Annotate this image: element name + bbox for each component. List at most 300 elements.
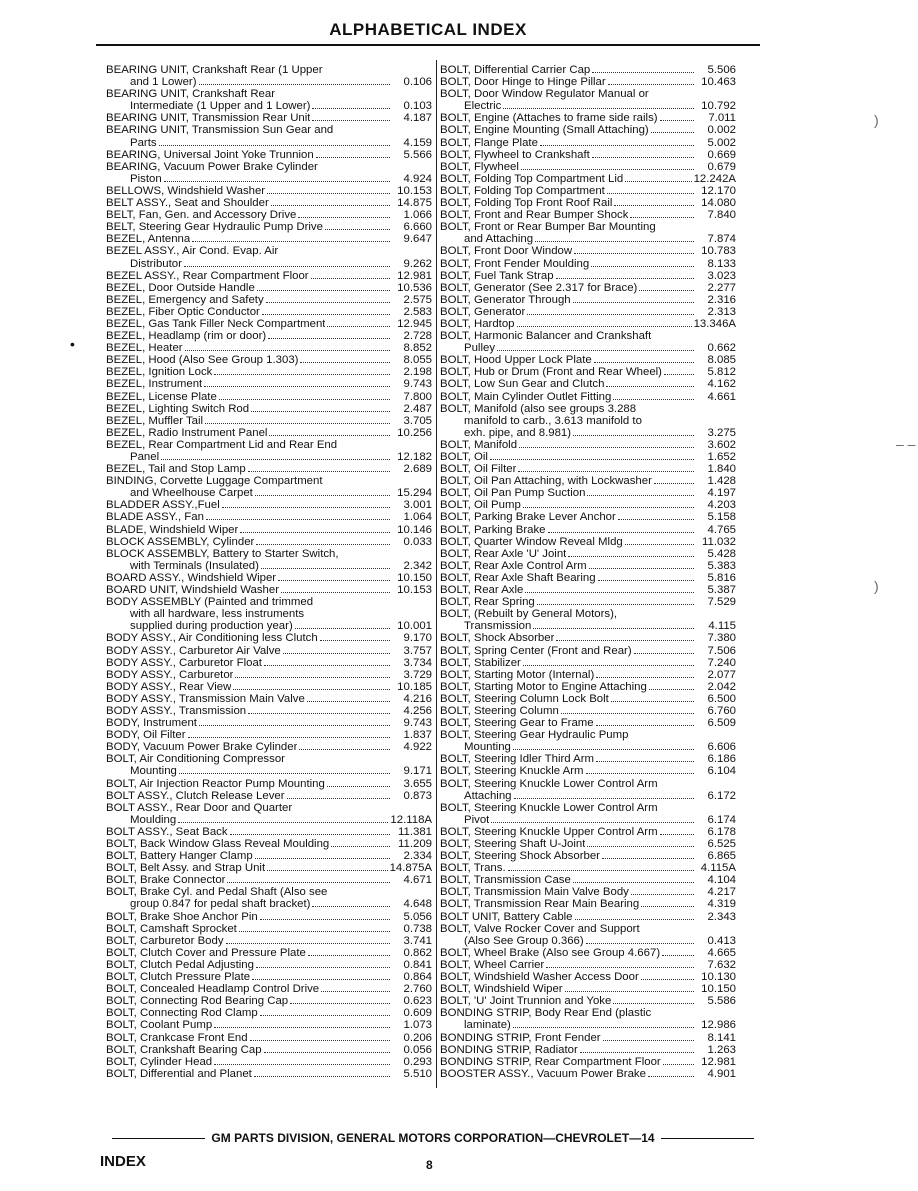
- index-entry: [440, 765, 736, 777]
- entry-line: [106, 947, 432, 959]
- group-number: 9.170: [403, 632, 432, 645]
- index-entry: [440, 657, 736, 669]
- entry-line: [440, 245, 736, 257]
- index-entry: [440, 318, 736, 330]
- index-entry: [440, 378, 736, 390]
- group-number: 4.648: [403, 898, 432, 911]
- entry-line: [440, 814, 736, 826]
- leader-dots: [298, 217, 390, 218]
- entry-line: [106, 753, 432, 765]
- group-number: 3.734: [403, 656, 432, 669]
- leader-dots: [602, 858, 694, 859]
- group-number: 6.172: [707, 789, 736, 802]
- leader-dots: [312, 108, 390, 109]
- entry-text: BOLT, Belt Assy. and Strap Unit: [106, 862, 266, 875]
- entry-text: BOOSTER ASSY., Vacuum Power Brake: [440, 1067, 646, 1080]
- group-number: 4.115A: [700, 862, 736, 875]
- leader-dots: [591, 266, 694, 267]
- index-entry: [106, 548, 432, 572]
- leader-dots: [527, 314, 694, 315]
- entry-text: BOLT, Steering Knuckle Arm: [440, 765, 584, 778]
- entry-text: BOLT, Connecting Rod Bearing Cap: [106, 995, 289, 1008]
- group-number: 3.741: [403, 934, 432, 947]
- group-number: 2.042: [707, 680, 736, 693]
- group-number: 5.510: [403, 1067, 432, 1080]
- leader-dots: [269, 435, 390, 436]
- entry-text: BOLT, Shock Absorber: [440, 632, 555, 645]
- leader-dots: [206, 519, 390, 520]
- leader-dots: [573, 882, 694, 883]
- entry-line: [106, 100, 432, 112]
- index-entry: [440, 294, 736, 306]
- index-entry: [106, 149, 432, 161]
- leader-dots: [308, 955, 390, 956]
- index-entry: [440, 1056, 736, 1068]
- leader-dots: [256, 967, 390, 968]
- leader-dots: [611, 701, 694, 702]
- group-number: 0.841: [403, 958, 432, 971]
- group-number: 12.118A: [390, 813, 432, 826]
- leader-dots: [654, 483, 694, 484]
- index-entry: [106, 112, 432, 124]
- leader-dots: [630, 217, 694, 218]
- group-number: 11.381: [398, 825, 432, 838]
- group-number: 14.080: [701, 197, 736, 210]
- index-entry: [440, 487, 736, 499]
- entry-text: BOARD UNIT, Windshield Washer: [106, 584, 280, 597]
- entry-line: [440, 572, 736, 584]
- index-entry: [440, 451, 736, 463]
- entry-line: [440, 306, 736, 318]
- index-entry: [106, 282, 432, 294]
- group-number: 4.256: [403, 704, 432, 717]
- entry-line: [106, 233, 432, 245]
- entry-line: [106, 306, 432, 318]
- leader-dots: [519, 447, 694, 448]
- entry-line: [106, 487, 432, 499]
- entry-text: group 0.847 for pedal shaft bracket): [130, 898, 311, 911]
- entry-text: BEZEL, Emergency and Safety: [106, 293, 264, 306]
- entry-line: [106, 282, 432, 294]
- leader-dots: [300, 362, 390, 363]
- leader-dots: [587, 846, 694, 847]
- leader-dots: [192, 241, 390, 242]
- index-entry: [106, 753, 432, 777]
- group-number: 1.840: [707, 463, 736, 476]
- leader-dots: [540, 145, 694, 146]
- entry-text: BOLT, Camshaft Sprocket: [106, 922, 237, 935]
- entry-line: [440, 1056, 736, 1068]
- entry-text: BOLT, Front or Rear Bumper Bar Mounting: [440, 221, 656, 234]
- leader-dots: [264, 665, 390, 666]
- leader-dots: [631, 894, 694, 895]
- entry-text: BOLT, Oil Pan Attaching, with Lockwasher: [440, 475, 652, 488]
- index-entry: [106, 88, 432, 112]
- entry-text: BOLT, Rear Axle Shaft Bearing: [440, 571, 596, 584]
- entry-line: [440, 1019, 736, 1031]
- entry-text: BEZEL, Radio Instrument Panel: [106, 426, 268, 439]
- entry-text: BEZEL, Headlamp (rim or door): [106, 330, 267, 343]
- entry-line: [106, 657, 432, 669]
- leader-dots: [266, 302, 390, 303]
- index-entry: [440, 669, 736, 681]
- group-number: 11.032: [702, 535, 736, 548]
- entry-line: [106, 1056, 432, 1068]
- page-title: ALPHABETICAL INDEX: [329, 20, 527, 39]
- index-entry: [106, 403, 432, 415]
- entry-line: [106, 669, 432, 681]
- entry-text: BOLT, Flywheel: [440, 160, 519, 173]
- entry-text: BEZEL, Ignition Lock: [106, 366, 213, 379]
- entry-text: Attaching: [464, 789, 512, 802]
- index-entry: [106, 935, 432, 947]
- leader-dots: [663, 1064, 694, 1065]
- entry-line: [440, 427, 736, 439]
- index-column-right: [440, 64, 736, 1080]
- group-number: 7.529: [707, 596, 736, 609]
- entry-line: [440, 536, 736, 548]
- leader-dots: [222, 507, 390, 508]
- group-number: 8.141: [707, 1031, 736, 1044]
- entry-line: [440, 935, 736, 947]
- entry-line: [106, 632, 432, 644]
- group-number: 2.760: [403, 983, 432, 996]
- entry-text: BOLT, Parking Brake: [440, 523, 546, 536]
- entry-text: BOLT, Steering Column: [440, 704, 559, 717]
- entry-line: [106, 729, 432, 741]
- entry-text: BOLT, Coolant Pump: [106, 1019, 213, 1032]
- leader-dots: [235, 677, 390, 678]
- group-number: 2.313: [707, 305, 736, 318]
- group-number: 6.104: [707, 765, 736, 778]
- leader-dots: [312, 906, 390, 907]
- leader-dots: [219, 399, 390, 400]
- leader-dots: [625, 181, 691, 182]
- index-entry: [106, 415, 432, 427]
- leader-dots: [589, 568, 694, 569]
- entry-line: [440, 548, 736, 560]
- entry-text: BOLT, Manifold (also see groups 3.288: [440, 402, 637, 415]
- entry-text: BOLT, Valve Rocker Cover and Support: [440, 922, 640, 935]
- leader-dots: [634, 653, 694, 654]
- entry-text: BOLT, Steering Column Lock Bolt: [440, 692, 609, 705]
- entry-text: BOLT, Flywheel to Crankshaft: [440, 148, 590, 161]
- group-number: 15.294: [397, 487, 432, 500]
- group-number: 4.104: [707, 874, 736, 887]
- entry-text: BOLT, Engine Mounting (Small Attaching): [440, 124, 649, 137]
- entry-line: [106, 161, 432, 173]
- entry-text: BEZEL ASSY., Rear Compartment Floor: [106, 269, 309, 282]
- index-entry: [440, 403, 736, 439]
- leader-dots: [513, 1027, 694, 1028]
- entry-line: [106, 318, 432, 330]
- leader-dots: [596, 725, 694, 726]
- index-entry: [440, 161, 736, 173]
- group-number: 5.387: [707, 584, 736, 597]
- index-entry: [440, 923, 736, 947]
- entry-line: [440, 451, 736, 463]
- entry-text: BOLT, Door Hinge to Hinge Pillar: [440, 76, 606, 89]
- leader-dots: [260, 1015, 390, 1016]
- index-entry: [106, 911, 432, 923]
- entry-text: BELT, Fan, Gen. and Accessory Drive: [106, 209, 297, 222]
- index-entry: [440, 995, 736, 1007]
- entry-text: BOLT, Back Window Glass Reveal Moulding: [106, 838, 330, 850]
- entry-line: [440, 1068, 736, 1080]
- index-entry: [106, 1044, 432, 1056]
- entry-text: BOLT, Front Door Window: [440, 245, 573, 258]
- entry-text: manifold to carb., 3.613 manifold to: [464, 414, 642, 427]
- group-number: 12.182: [397, 451, 432, 463]
- entry-line: [106, 1068, 432, 1080]
- entry-text: BODY ASSEMBLY (Painted and trimmed: [106, 596, 314, 609]
- entry-line: [440, 64, 736, 76]
- group-number: 0.103: [403, 100, 432, 113]
- entry-text: and Wheelhouse Carpet: [130, 487, 253, 500]
- index-entry: [106, 185, 432, 197]
- entry-text: BONDING STRIP, Body Rear End (plastic: [440, 1007, 652, 1020]
- entry-text: BEZEL, Rear Compartment Lid and Rear End: [106, 438, 338, 451]
- index-entry: [106, 439, 432, 463]
- entry-line: [440, 487, 736, 499]
- entry-line: [440, 221, 736, 233]
- entry-text: BEZEL, License Plate: [106, 390, 217, 403]
- group-number: 6.525: [707, 838, 736, 850]
- entry-text: BOLT, Connecting Rod Clamp: [106, 1007, 258, 1020]
- group-number: 6.660: [403, 221, 432, 234]
- index-entry: [106, 330, 432, 342]
- entry-text: BODY ASSY., Rear View: [106, 680, 232, 693]
- leader-dots: [256, 544, 390, 545]
- leader-dots: [497, 350, 694, 351]
- group-number: 1.263: [707, 1043, 736, 1056]
- leader-dots: [248, 471, 390, 472]
- entry-text: BOLT, Folding Top Compartment: [440, 184, 605, 197]
- index-entry: [440, 898, 736, 910]
- leader-dots: [613, 399, 694, 400]
- entry-text: BOLT, Windshield Wiper: [440, 983, 563, 996]
- group-number: 9.743: [403, 378, 432, 391]
- entry-text: BONDING STRIP, Rear Compartment Floor: [440, 1055, 661, 1068]
- entry-text: BOLT, Clutch Cover and Pressure Plate: [106, 946, 306, 959]
- entry-line: [440, 898, 736, 910]
- entry-line: [106, 511, 432, 523]
- entry-line: [106, 415, 432, 427]
- entry-text: BOLT, Steering Knuckle Lower Control Arm: [440, 801, 658, 814]
- entry-line: [106, 596, 432, 608]
- group-number: 4.924: [403, 172, 432, 185]
- entry-text: Distributor: [130, 257, 182, 270]
- index-entry: [440, 753, 736, 765]
- index-entry: [106, 874, 432, 886]
- index-entry: [106, 475, 432, 499]
- index-entry: [106, 983, 432, 995]
- entry-text: BONDING STRIP, Front Fender: [440, 1031, 601, 1044]
- entry-line: [106, 294, 432, 306]
- leader-dots: [281, 592, 390, 593]
- leader-dots: [608, 84, 694, 85]
- page-number: 8: [426, 1158, 433, 1172]
- entry-text: BOLT ASSY., Seat Back: [106, 825, 228, 838]
- leader-dots: [565, 991, 694, 992]
- group-number: 2.487: [403, 402, 432, 415]
- entry-text: BOLT, Concealed Headlamp Control Drive: [106, 983, 320, 996]
- group-number: 6.606: [707, 741, 736, 754]
- entry-line: [440, 838, 736, 850]
- leader-dots: [491, 822, 694, 823]
- leader-dots: [184, 266, 390, 267]
- leader-dots: [214, 1027, 390, 1028]
- entry-text: BOLT, Hood Upper Lock Plate: [440, 354, 592, 367]
- entry-line: [106, 391, 432, 403]
- group-number: 4.162: [707, 378, 736, 391]
- leader-dots: [214, 374, 390, 375]
- group-number: 0.873: [403, 789, 432, 802]
- group-number: 5.158: [707, 511, 736, 524]
- index-entry: [440, 632, 736, 644]
- entry-line: [106, 645, 432, 657]
- index-entry: [106, 427, 432, 439]
- group-number: 5.586: [707, 995, 736, 1008]
- entry-text: BOLT, Generator (See 2.317 for Brace): [440, 281, 638, 294]
- group-number: 6.174: [707, 813, 736, 826]
- entry-text: BOLT, Generator: [440, 305, 526, 318]
- entry-line: [440, 378, 736, 390]
- index-entry: [440, 112, 736, 124]
- group-number: 3.023: [707, 269, 736, 282]
- group-number: 0.293: [403, 1055, 432, 1068]
- leader-dots: [513, 749, 694, 750]
- entry-text: BOLT, Door Window Regulator Manual or: [440, 88, 649, 101]
- entry-text: BLADE, Windshield Wiper: [106, 523, 239, 536]
- leader-dots: [226, 943, 390, 944]
- entry-line: [440, 729, 736, 741]
- entry-line: [106, 838, 432, 850]
- leader-dots: [267, 193, 390, 194]
- entry-line: [106, 209, 432, 221]
- entry-text: BOLT, Hardtop: [440, 317, 515, 330]
- index-entry: [106, 657, 432, 669]
- leader-dots: [161, 459, 390, 460]
- index-entry: [440, 197, 736, 209]
- leader-dots: [503, 108, 694, 109]
- leader-dots: [514, 798, 695, 799]
- entry-line: [440, 790, 736, 802]
- index-entry: [440, 439, 736, 451]
- entry-text: BOLT, Harmonic Balancer and Crankshaft: [440, 330, 652, 343]
- index-entry: [106, 790, 432, 802]
- index-entry: [440, 826, 736, 838]
- entry-line: [440, 608, 736, 620]
- group-number: 3.602: [707, 438, 736, 451]
- group-number: 3.757: [403, 644, 432, 657]
- entry-line: [440, 100, 736, 112]
- group-number: 2.077: [707, 668, 736, 681]
- group-number: 5.816: [707, 571, 736, 584]
- index-entry: [440, 584, 736, 596]
- entry-line: [106, 935, 432, 947]
- index-entry: [106, 923, 432, 935]
- entry-line: [106, 330, 432, 342]
- entry-line: [440, 669, 736, 681]
- leader-dots: [521, 169, 694, 170]
- entry-text: BEZEL, Lighting Switch Rod: [106, 402, 250, 415]
- entry-text: BOLT, Hub or Drum (Front and Rear Wheel): [440, 366, 662, 379]
- index-entry: [440, 560, 736, 572]
- index-entry: [106, 596, 432, 632]
- entry-line: [440, 850, 736, 862]
- index-entry: [440, 391, 736, 403]
- entry-line: [440, 995, 736, 1007]
- entry-line: [440, 318, 736, 330]
- group-number: 12.986: [701, 1019, 736, 1032]
- leader-dots: [248, 713, 390, 714]
- entry-line: [106, 536, 432, 548]
- leader-dots: [250, 1040, 390, 1041]
- entry-line: [106, 717, 432, 729]
- entry-text: BODY, Instrument: [106, 717, 197, 730]
- entry-text: BOLT, Main Cylinder Outlet Fitting: [440, 390, 612, 403]
- leader-dots: [205, 423, 390, 424]
- entry-line: [440, 596, 736, 608]
- entry-line: [106, 850, 432, 862]
- margin-dashes: – –: [896, 436, 916, 452]
- index-entry: [440, 1044, 736, 1056]
- index-entry: [106, 1032, 432, 1044]
- entry-line: [440, 330, 736, 342]
- entry-line: [106, 221, 432, 233]
- leader-dots: [278, 580, 390, 581]
- leader-dots: [268, 338, 390, 339]
- index-entry: [440, 838, 736, 850]
- entry-line: [440, 911, 736, 923]
- group-number: 7.011: [708, 112, 736, 125]
- entry-line: [106, 826, 432, 838]
- entry-text: Mounting: [464, 741, 511, 754]
- footer-line: [106, 1131, 760, 1145]
- group-number: 10.536: [397, 281, 432, 294]
- group-number: 5.506: [707, 64, 736, 76]
- entry-line: [106, 923, 432, 935]
- group-number: 12.981: [701, 1055, 736, 1068]
- leader-dots: [227, 882, 390, 883]
- entry-line: [106, 983, 432, 995]
- entry-text: BEARING UNIT, Crankshaft Rear: [106, 88, 276, 101]
- entry-line: [440, 415, 736, 427]
- group-number: 5.812: [707, 366, 736, 379]
- group-number: 10.130: [701, 971, 736, 984]
- index-entry: [440, 802, 736, 826]
- index-entry: [106, 354, 432, 366]
- index-entry: [106, 729, 432, 741]
- entry-line: [440, 282, 736, 294]
- entry-line: [106, 245, 432, 257]
- group-number: 6.865: [707, 850, 736, 863]
- entry-text: BOLT ASSY., Rear Door and Quarter: [106, 801, 293, 814]
- index-entry: [440, 245, 736, 257]
- index-entry: [106, 850, 432, 862]
- index-entry: [440, 221, 736, 245]
- entry-line: [440, 76, 736, 88]
- index-entry: [440, 209, 736, 221]
- entry-line: [440, 161, 736, 173]
- group-number: 10.153: [397, 584, 432, 597]
- entry-line: [440, 270, 736, 282]
- entry-line: [106, 197, 432, 209]
- group-number: 5.428: [707, 547, 736, 560]
- leader-dots: [651, 132, 694, 133]
- leader-dots: [573, 435, 694, 436]
